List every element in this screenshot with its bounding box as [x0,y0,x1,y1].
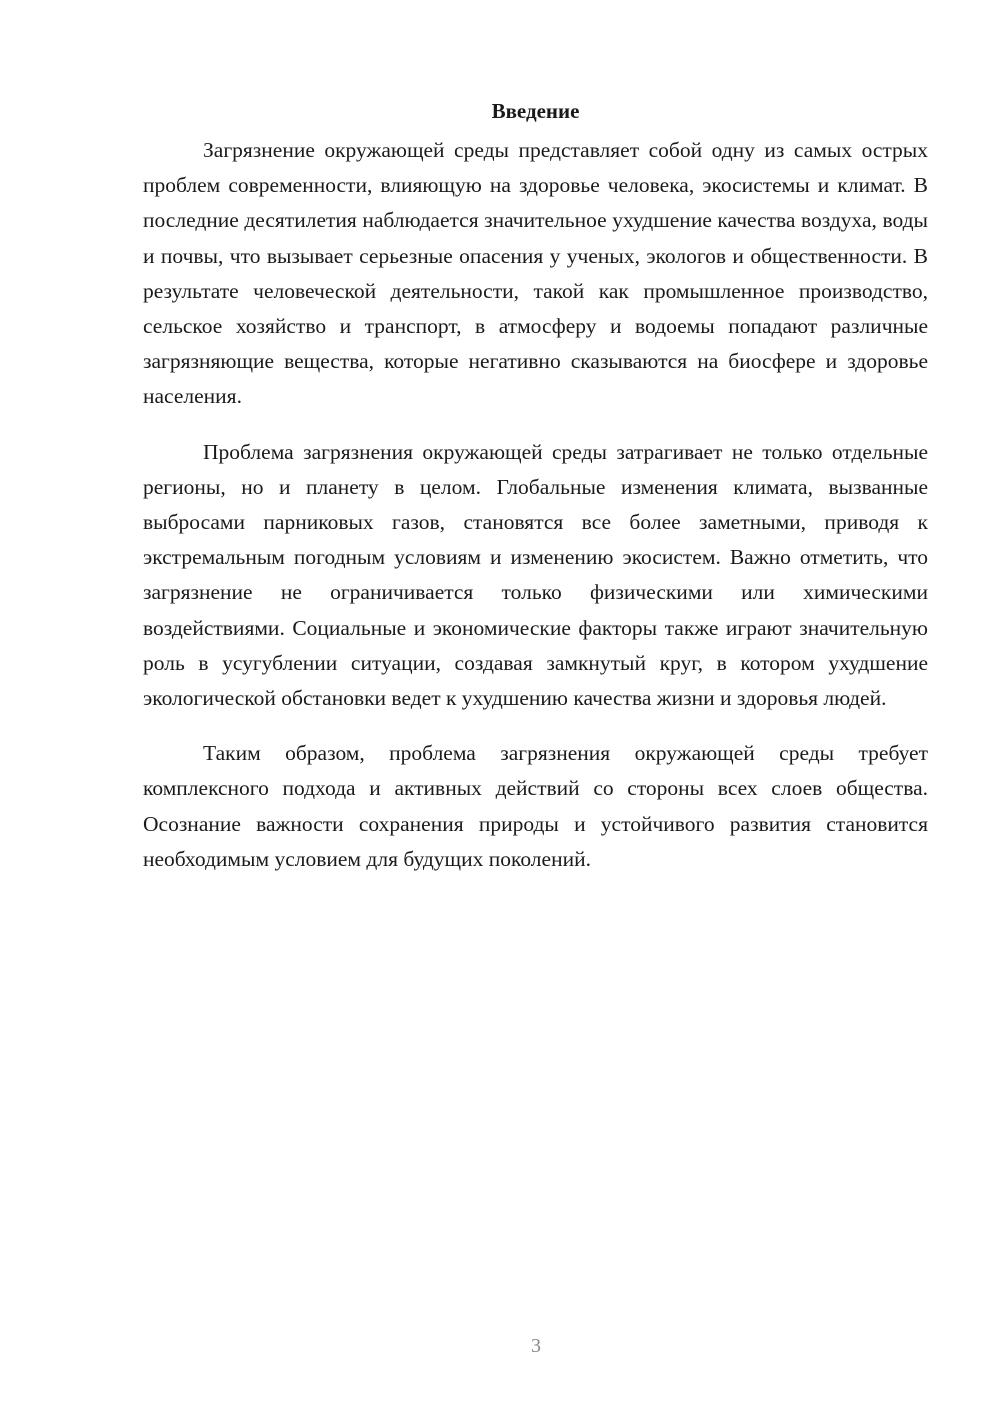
paragraph-3: Таким образом, проблема загрязнения окружающей среды требует комплексного подхода и активных действий со стороны всех слоев общества. Осознание важности сохранения природы и устойчивого развития становится необходимым условием для будущих поколений. [143,741,928,871]
paragraph-1: Загрязнение окружающей среды представляет собой одну из самых острых проблем современности, влияющую на здоровье человека, экосистемы и климат. В последние десятилетия наблюдается значительное ухудшение качества воздуха, воды и почвы, что вызывает серьезные опасения у ученых, экологов и общественности. В результате человеческой деятельности, такой как промышленное производство, сельское хозяйство и транспорт, в атмосферу и водоемы попадают различные загрязняющие вещества, которые негативно сказываются на биосфере и здоровье населения. [143,138,928,409]
section-title: Введение [491,99,580,123]
page-number: 3 [531,1335,541,1357]
page-content [143,97,928,897]
paragraph-2: Проблема загрязнения окружающей среды затрагивает не только отдельные регионы, но и планету в целом. Глобальные изменения климата, вызванные выбросами парниковых газов, становятся все более заметными, приводя к экстремальным погодным условиям и изменению экосистем. Важно отметить, что загрязнение не ограничивается только физическими или химическими воздействиями. Социальные и экономические факторы также играют значительную роль в усугублении ситуации, создавая замкнутый круг, в котором ухудшение экологической обстановки ведет к ухудшению качества жизни и здоровья людей. [143,439,928,711]
